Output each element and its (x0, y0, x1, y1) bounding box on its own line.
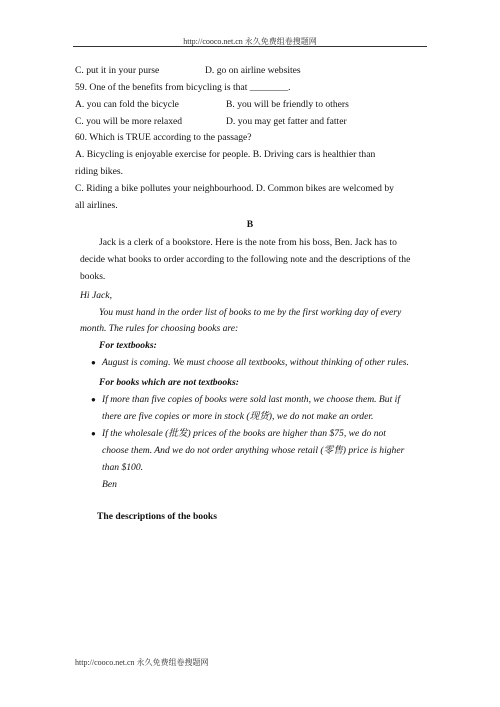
header-rule (73, 46, 427, 47)
q59-option-b: B. you will be friendly to others (226, 99, 349, 110)
rule2-line3: than $100. (102, 462, 144, 473)
rule2-line2: choose them. And we do not order anything whose retail (零售) price is higher (102, 445, 405, 456)
rule1-line2: there are five copies or more in stock (现货), we do not make an order. (102, 411, 374, 422)
q60-options-cd: C. Riding a bike pollutes your neighbourhood. D. Common bikes are welcomed by (75, 183, 394, 194)
rule1-line1: If more than five copies of books were sold last month, we choose them. But if (102, 394, 400, 405)
descriptions-heading: The descriptions of the books (97, 511, 217, 522)
note-line1: You must hand in the order list of books to me by the first working day of every (99, 307, 402, 318)
textbooks-rule: August is coming. We must choose all textbooks, without thinking of other rules. (102, 357, 409, 368)
note-greeting: Hi Jack, (80, 290, 112, 301)
page-footer-url: http://cooco.net.cn 永久免费组卷搜题网 (75, 658, 209, 667)
rule2-line1: If the wholesale (批发) prices of the books are higher than $75, we do not (102, 428, 386, 439)
q59-stem: 59. One of the benefits from bicycling is that ________. (75, 82, 291, 93)
non-textbooks-heading: For books which are not textbooks: (99, 377, 239, 388)
q59-option-a: A. you can fold the bicycle (75, 99, 179, 110)
section-b-intro-line1: Jack is a clerk of a bookstore. Here is the note from his boss, Ben. Jack has to (99, 237, 397, 248)
page-header-url: http://cooco.net.cn 永久免费组卷搜题网 (183, 37, 317, 46)
bullet-icon: ● (91, 358, 96, 367)
textbooks-heading: For textbooks: (99, 340, 157, 351)
section-b-intro-line3: books. (80, 271, 106, 282)
bullet-icon: ● (91, 395, 96, 404)
q59-option-c: C. you will be more relaxed (75, 116, 183, 127)
bullet-icon: ● (91, 429, 96, 438)
note-signature: Ben (102, 479, 117, 490)
q58-option-d: D. go on airline websites (205, 65, 301, 76)
q59-option-d: D. you may get fatter and fatter (226, 116, 347, 127)
q60-options-cd-cont: all airlines. (75, 200, 118, 211)
note-line2: month. The rules for choosing books are: (80, 323, 239, 334)
q58-option-c: C. put it in your purse (75, 65, 160, 76)
section-b-intro-line2: decide what books to order according to the following note and the descriptions of the (80, 254, 411, 265)
section-b-heading: B (246, 219, 254, 230)
q60-options-ab: A. Bicycling is enjoyable exercise for people. B. Driving cars is healthier than (75, 149, 376, 160)
q60-options-ab-cont: riding bikes. (75, 166, 123, 177)
q60-stem: 60. Which is TRUE according to the passage? (75, 132, 252, 143)
